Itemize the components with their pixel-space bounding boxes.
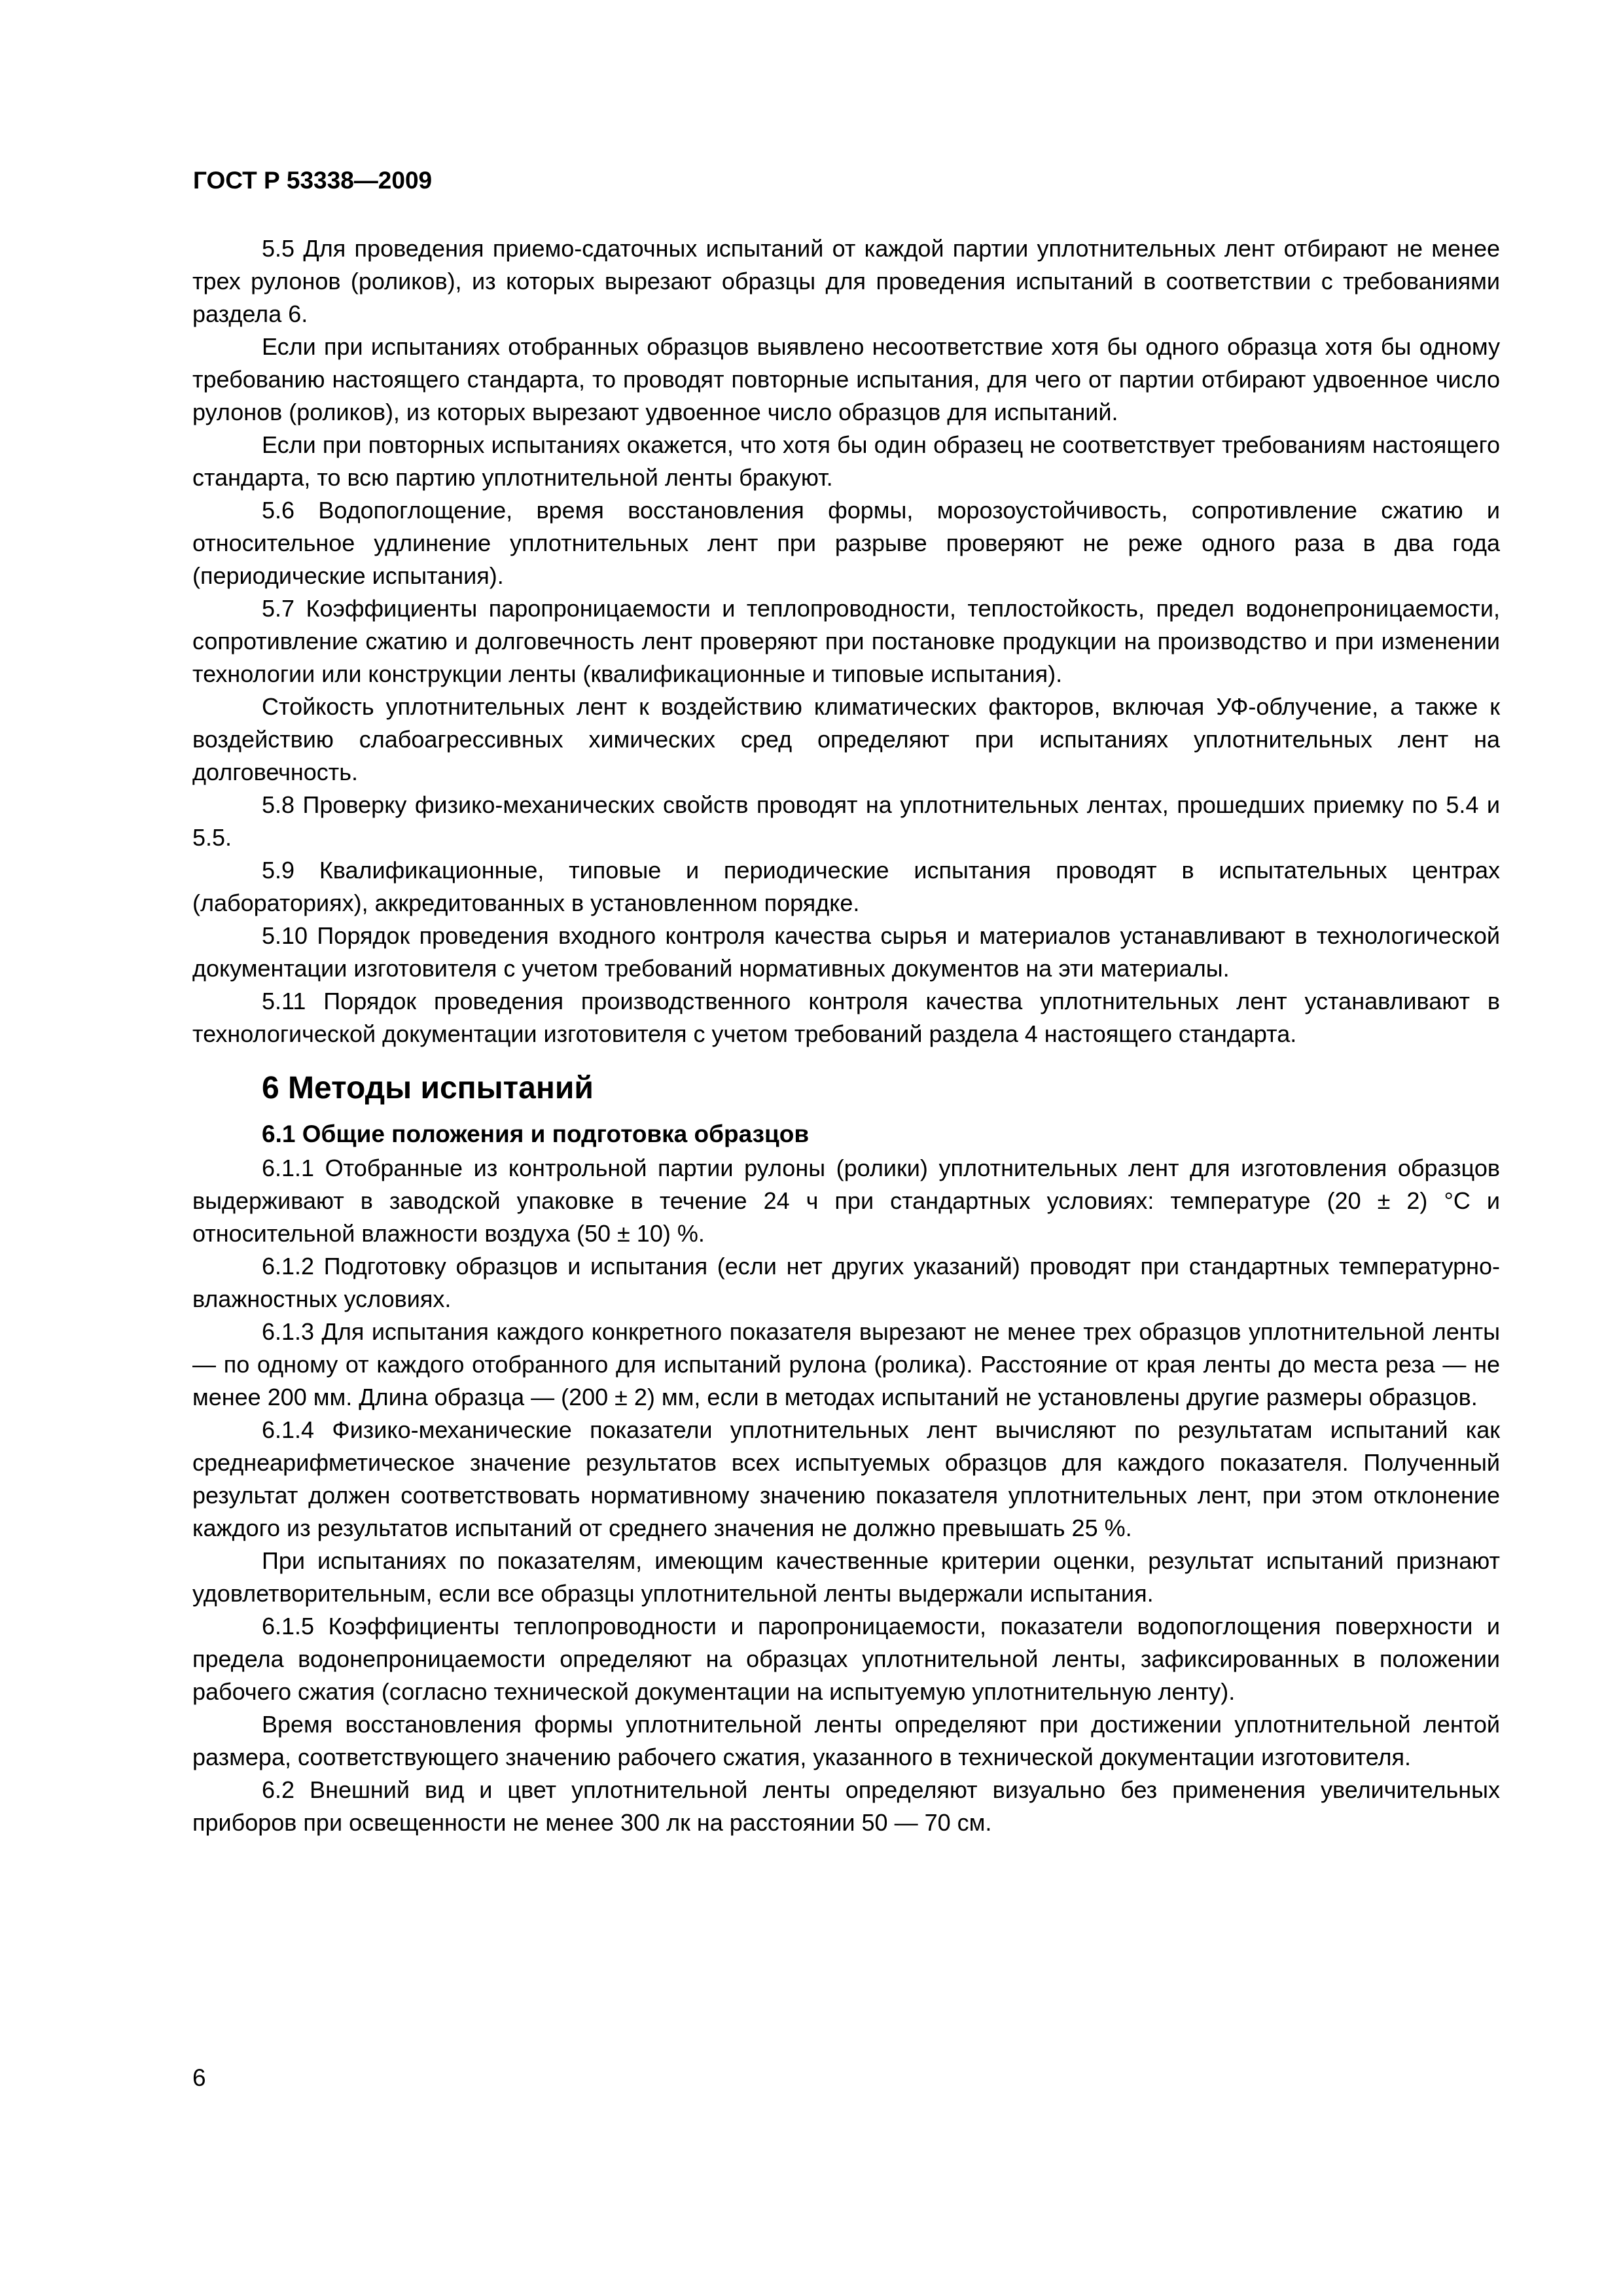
document-body: [192, 232, 1500, 1839]
paragraph: Если при испытаниях отобранных образцов выявлено несоответствие хотя бы одного образца хотя бы одному требованию настоящего стандарта, то проводят повторные испытания, для чего от партии отбирают удвоенное число рулонов (роликов), из которых вырезают удвоенное число образцов для испытаний.: [192, 333, 1500, 425]
paragraph-5-8: 5.8 Проверку физико-механических свойств проводят на уплотнительных лентах, прошедших приемку по 5.4 и 5.5.: [192, 791, 1500, 851]
page-number: 6: [192, 2064, 206, 2091]
paragraph-6-1-1: 6.1.1 Отобранные из контрольной партии рулоны (ролики) уплотнительных лент для изготовления образцов выдерживают в заводской упаковке в течение 24 ч при стандартных условиях: температуре (20 ± 2) °С и относительной влажности воздуха (50 ± 10) %.: [192, 1155, 1500, 1247]
paragraph-5-6: 5.6 Водопоглощение, время восстановления формы, морозоустойчивость, сопротивление сжатию и относительное удлинение уплотнительных лент при разрыве проверяют не реже одного раза в два года (периодические испытания).: [192, 497, 1500, 589]
paragraph-5-9: 5.9 Квалификационные, типовые и периодические испытания проводят в испытательных центрах (лабораториях), аккредитованных в установленном порядке.: [192, 857, 1500, 916]
document-header: ГОСТ Р 53338—2009: [193, 167, 433, 194]
paragraph-5-11: 5.11 Порядок проведения производственного контроля качества уплотнительных лент устанавливают в технологической документации изготовителя с учетом требований раздела 4 настоящего стандарта.: [192, 988, 1500, 1047]
paragraph: Время восстановления формы уплотнительной ленты определяют при достижении уплотнительной лентой размера, соответствующего значению рабочего сжатия, указанного в технической документации изготовителя.: [192, 1711, 1500, 1770]
paragraph-5-7: 5.7 Коэффициенты паропроницаемости и теплопроводности, теплостойкость, предел водонепроницаемости, сопротивление сжатию и долговечность лент проверяют при постановке продукции на производство и при изменении технологии или конструкции ленты (квалификационные и типовые испытания).: [192, 595, 1500, 687]
paragraph-5-10: 5.10 Порядок проведения входного контроля качества сырья и материалов устанавливают в технологической документации изготовителя с учетом требований нормативных документов на эти материалы.: [192, 922, 1500, 982]
paragraph: Если при повторных испытаниях окажется, что хотя бы один образец не соответствует требованиям настоящего стандарта, то всю партию уплотнительной ленты бракуют.: [192, 431, 1500, 491]
paragraph-6-1-3: 6.1.3 Для испытания каждого конкретного показателя вырезают не менее трех образцов уплотнительной ленты — по одному от каждого отобранного для испытаний рулона (ролика). Расстояние от края ленты до места реза — не менее 200 мм. Длина образца — (200 ± 2) мм, если в методах испытаний не установлены другие размеры образцов.: [192, 1318, 1500, 1410]
paragraph-6-1-2: 6.1.2 Подготовку образцов и испытания (если нет других указаний) проводят при стандартных температурно-влажностных условиях.: [192, 1253, 1500, 1312]
paragraph: Стойкость уплотнительных лент к воздействию климатических факторов, включая УФ-облучение, а также к воздействию слабоагрессивных химических сред определяют при испытаниях уплотнительных лент на долговечность.: [192, 693, 1500, 785]
paragraph: При испытаниях по показателям, имеющим качественные критерии оценки, результат испытаний признают удовлетворительным, если все образцы уплотнительной ленты выдержали испытания.: [192, 1547, 1500, 1607]
paragraph-6-1-4: 6.1.4 Физико-механические показатели уплотнительных лент вычисляют по результатам испытаний как среднеарифметическое значение результатов всех испытуемых образцов для каждого показателя. Полученный результат должен соответствовать нормативному значению показателя уплотнительных лент, при этом отклонение каждого из результатов испытаний от среднего значения не должно превышать 25 %.: [192, 1416, 1500, 1541]
paragraph-6-1-5: 6.1.5 Коэффициенты теплопроводности и паропроницаемости, показатели водопоглощения поверхности и предела водонепроницаемости определяют на образцах уплотнительной ленты, зафиксированных в положении рабочего сжатия (согласно технической документации на испытуемую уплотнительную ленту).: [192, 1613, 1500, 1705]
paragraph-5-5: 5.5 Для проведения приемо-сдаточных испытаний от каждой партии уплотнительных лент отбирают не менее трех рулонов (роликов), из которых вырезают образцы для проведения испытаний в соответствии с требованиями раздела 6.: [192, 235, 1500, 327]
paragraph-6-2: 6.2 Внешний вид и цвет уплотнительной ленты определяют визуально без применения увеличительных приборов при освещенности не менее 300 лк на расстоянии 50 — 70 см.: [192, 1776, 1500, 1836]
subsection-title: 6.1 Общие положения и подготовка образцов: [262, 1121, 810, 1147]
section-title: 6 Методы испытаний: [262, 1071, 594, 1105]
